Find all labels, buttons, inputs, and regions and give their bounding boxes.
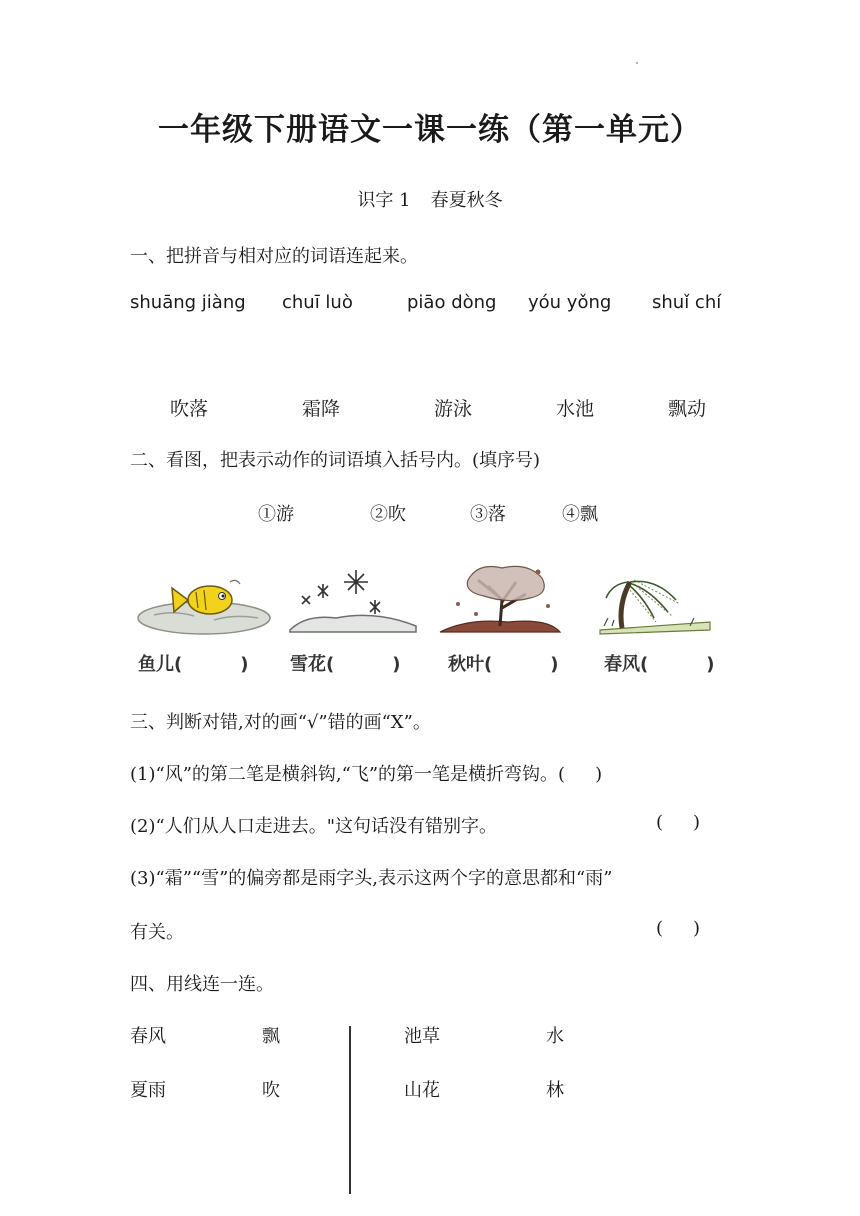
- q3-heading: 三、判断对错,对的画“√”错的画“X”。: [130, 712, 431, 733]
- connect-left-match: 飘: [262, 1026, 280, 1047]
- judge-paren: (: [656, 918, 664, 939]
- judge-close: ): [693, 812, 701, 833]
- option-item: ②吹: [370, 504, 406, 525]
- picture-caption: [448, 650, 558, 676]
- scan-dot: [636, 62, 638, 64]
- fish-icon: [134, 560, 274, 640]
- caption-text: 秋叶(: [448, 654, 493, 675]
- word-item: 吹落: [170, 398, 209, 420]
- word-item: 霜降: [302, 398, 341, 420]
- caption-close: ): [240, 654, 249, 675]
- q2-heading: 二、看图，把表示动作的词语填入括号内。(填序号): [130, 450, 541, 471]
- connect-left-term: 春风: [130, 1026, 166, 1047]
- lesson-subtitle: [0, 186, 860, 212]
- judge-item-3: (3)“霜”“雪”的偏旁都是雨字头,表示这两个字的意思都和“雨”: [130, 868, 613, 889]
- connect-right-match: 林: [546, 1080, 564, 1101]
- picture-caption: [290, 650, 400, 676]
- pinyin-item: yóu yǒng: [528, 292, 612, 313]
- q4-heading: 四、用线连一连。: [130, 974, 274, 995]
- option-item: ①游: [258, 504, 294, 525]
- q1-heading: 一、把拼音与相对应的词语连起来。: [130, 246, 418, 267]
- caption-close: ): [550, 654, 559, 675]
- judge-paren: (: [656, 812, 664, 833]
- option-item: ④飘: [562, 504, 598, 525]
- connect-left-match: 吹: [262, 1080, 280, 1101]
- autumn-tree-icon: [438, 560, 578, 640]
- caption-text: 春风(: [604, 654, 649, 675]
- lesson-name: 春夏秋冬: [430, 190, 503, 211]
- pinyin-item: piāo dòng: [407, 292, 497, 313]
- pinyin-item: shuǐ chí: [652, 292, 722, 313]
- judge-close: ): [693, 918, 701, 939]
- column-divider: [349, 1026, 351, 1194]
- judge-blank-2: [656, 812, 700, 833]
- caption-text: 鱼儿(: [138, 654, 183, 675]
- picture-caption: [138, 650, 248, 676]
- pinyin-item: shuāng jiàng: [130, 292, 246, 313]
- snowflake-icon: [286, 560, 426, 640]
- connect-right-term: 池草: [404, 1026, 440, 1047]
- judge-text: (2)“人们从人口走进去。"这句话没有错别字。: [130, 816, 497, 837]
- word-item: 游泳: [434, 398, 473, 420]
- windblown-tree-icon: [590, 560, 730, 640]
- judge-blank-3: [656, 918, 700, 939]
- judge-item-1: [130, 760, 602, 786]
- caption-close: ): [392, 654, 401, 675]
- judge-item-3b: 有关。: [130, 922, 184, 943]
- caption-close: ): [706, 654, 715, 675]
- word-item: 水池: [556, 398, 595, 420]
- lesson-label: 识字 1: [357, 190, 411, 211]
- caption-text: 雪花(: [290, 654, 335, 675]
- judge-close: ): [595, 764, 603, 785]
- judge-item-2: [130, 812, 497, 838]
- connect-right-match: 水: [546, 1026, 564, 1047]
- page-title: 一年级下册语文一课一练（第一单元）: [158, 112, 702, 148]
- connect-right-term: 山花: [404, 1080, 440, 1101]
- connect-left-term: 夏雨: [130, 1080, 166, 1101]
- option-item: ③落: [470, 504, 506, 525]
- word-item: 飘动: [668, 398, 707, 420]
- picture-caption: [604, 650, 714, 676]
- judge-text: (1)“风”的第二笔是横斜钩,“飞”的第一笔是横折弯钩。(: [130, 764, 566, 785]
- pinyin-item: chuī luò: [282, 292, 353, 313]
